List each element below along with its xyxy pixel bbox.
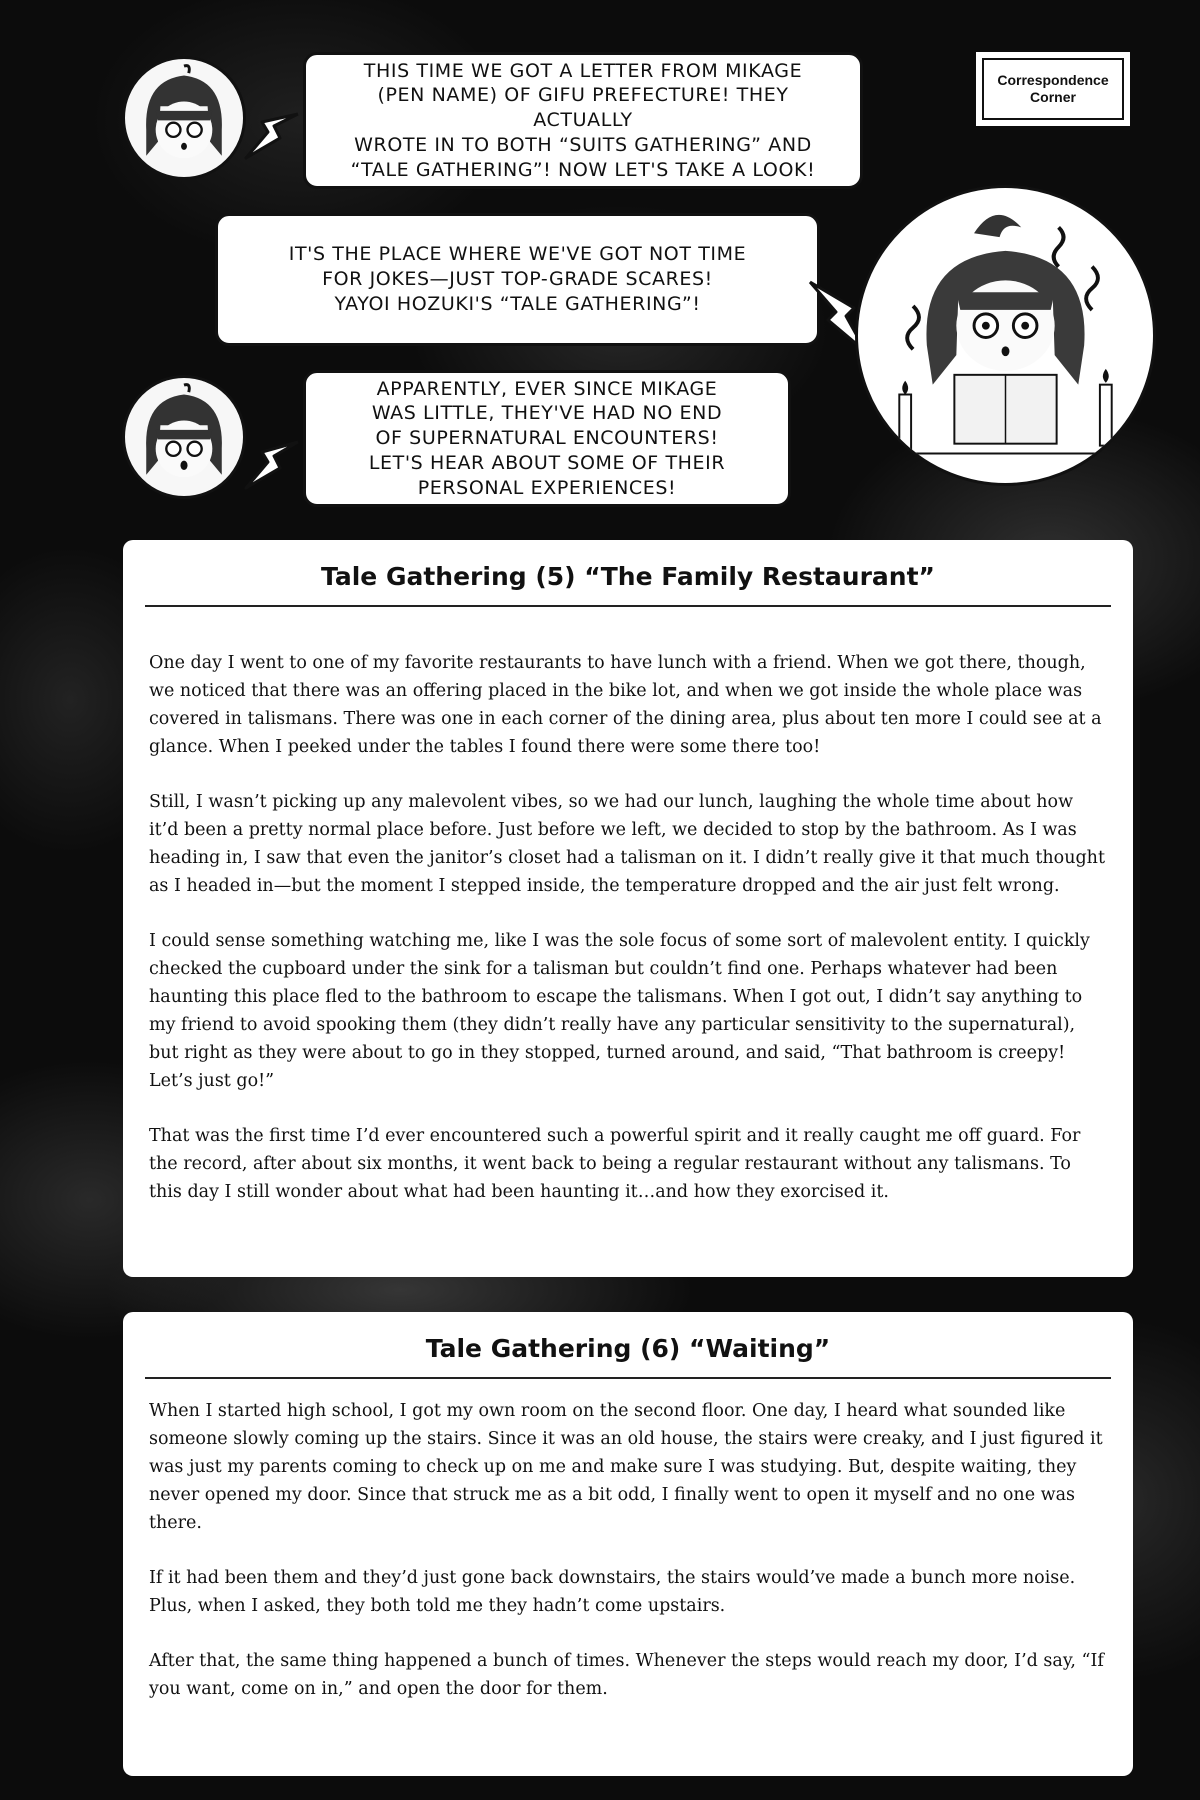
tale-title: Tale Gathering (6) “Waiting”	[145, 1334, 1111, 1379]
speech-bubble-mikage-intro: APPARENTLY, EVER SINCE MIKAGE WAS LITTLE, THEY'VE HAD NO END OF SUPERNATURAL ENCOUNTERS! LET'S HEAR ABOUT SOME OF THEIR PERSONAL EXPERIENCES!	[303, 370, 791, 507]
tale-paragraph: One day I went to one of my favorite restaurants to have lunch with a friend. When we got there, though, we noticed that there was an offering placed in the bike lot, and when we got inside the whole place was covered in talismans. There was one in each corner of the dining area, plus about ten more I could see at a glance. When I peeked under the tables I found there were some there too!	[149, 653, 1102, 757]
bubble-tail-jagged	[238, 100, 302, 164]
host-reading-scroll-icon	[858, 188, 1153, 483]
narrator-avatar	[122, 56, 246, 180]
tale-paragraph: When I started high school, I got my own room on the second floor. One day, I heard what sounded like someone slowly coming up the stairs. Since it was an old house, the stairs were creaky, and I just figured it was just my parents coming to check up on me and make sure I was studying. But, despite waiting, they never opened my door. Since that struck me as a bit odd, I finally went to open it myself and no one was there.	[149, 1401, 1103, 1533]
speech-bubble-tale-gathering: IT'S THE PLACE WHERE WE'VE GOT NOT TIME FOR JOKES—JUST TOP-GRADE SCARES! YAYOI HOZUKI'S “TALE GATHERING”!	[215, 213, 820, 346]
host-illustration	[855, 185, 1156, 486]
tale-paragraph: Still, I wasn’t picking up any malevolent vibes, so we had our lunch, laughing the whole time about how it’d been a pretty normal place before. Just before we left, we decided to stop by the bathroom. As I was heading in, I saw that even the janitor’s closet had a talisman on it. I didn’t really give it that much thought as I headed in—but the moment I stepped inside, the temperature dropped and the air just felt wrong.	[149, 792, 1105, 896]
narrator-avatar	[122, 375, 246, 499]
tale-card-6	[123, 1312, 1133, 1776]
tale-title: Tale Gathering (5) “The Family Restaurant”	[145, 562, 1111, 607]
speech-bubble-intro: THIS TIME WE GOT A LETTER FROM MIKAGE (PEN NAME) OF GIFU PREFECTURE! THEY ACTUALLY WROTE IN TO BOTH “SUITS GATHERING” AND “TALE GATHERING”! NOW LET'S TAKE A LOOK!	[303, 52, 863, 189]
chibi-face-icon	[125, 59, 243, 177]
tale-card-5	[123, 540, 1133, 1277]
tale-paragraph: I could sense something watching me, like I was the sole focus of some sort of malevolent entity. I quickly checked the cupboard under the sink for a talisman but couldn’t find one. Perhaps whatever had been haunting this place fled to the bathroom to escape the talismans. When I got out, I didn’t say anything to my friend to avoid spooking them (they didn’t really have any particular sensitivity to the supernatural), but right as they were about to go in they stopped, turned around, and said, “That bathroom is creepy! Let’s just go!”	[149, 931, 1090, 1091]
tale-body	[145, 1397, 1111, 1703]
tale-paragraph: If it had been them and they’d just gone back downstairs, the stairs would’ve made a bunch more noise. Plus, when I asked, they both told me they hadn’t come upstairs.	[149, 1568, 1076, 1616]
tale-paragraph: That was the first time I’d ever encountered such a powerful spirit and it really caught me off guard. For the record, after about six months, it went back to being a regular restaurant without any talismans. To this day I still wonder about what had been haunting it…and how they exorcised it.	[149, 1126, 1081, 1202]
tale-body	[145, 649, 1111, 1206]
correspondence-corner-badge: Correspondence Corner	[976, 52, 1130, 126]
chibi-face-icon	[125, 378, 243, 496]
tale-paragraph: After that, the same thing happened a bunch of times. Whenever the steps would reach my door, I’d say, “If you want, come on in,” and open the door for them.	[149, 1651, 1104, 1699]
bubble-tail-jagged	[238, 430, 302, 494]
